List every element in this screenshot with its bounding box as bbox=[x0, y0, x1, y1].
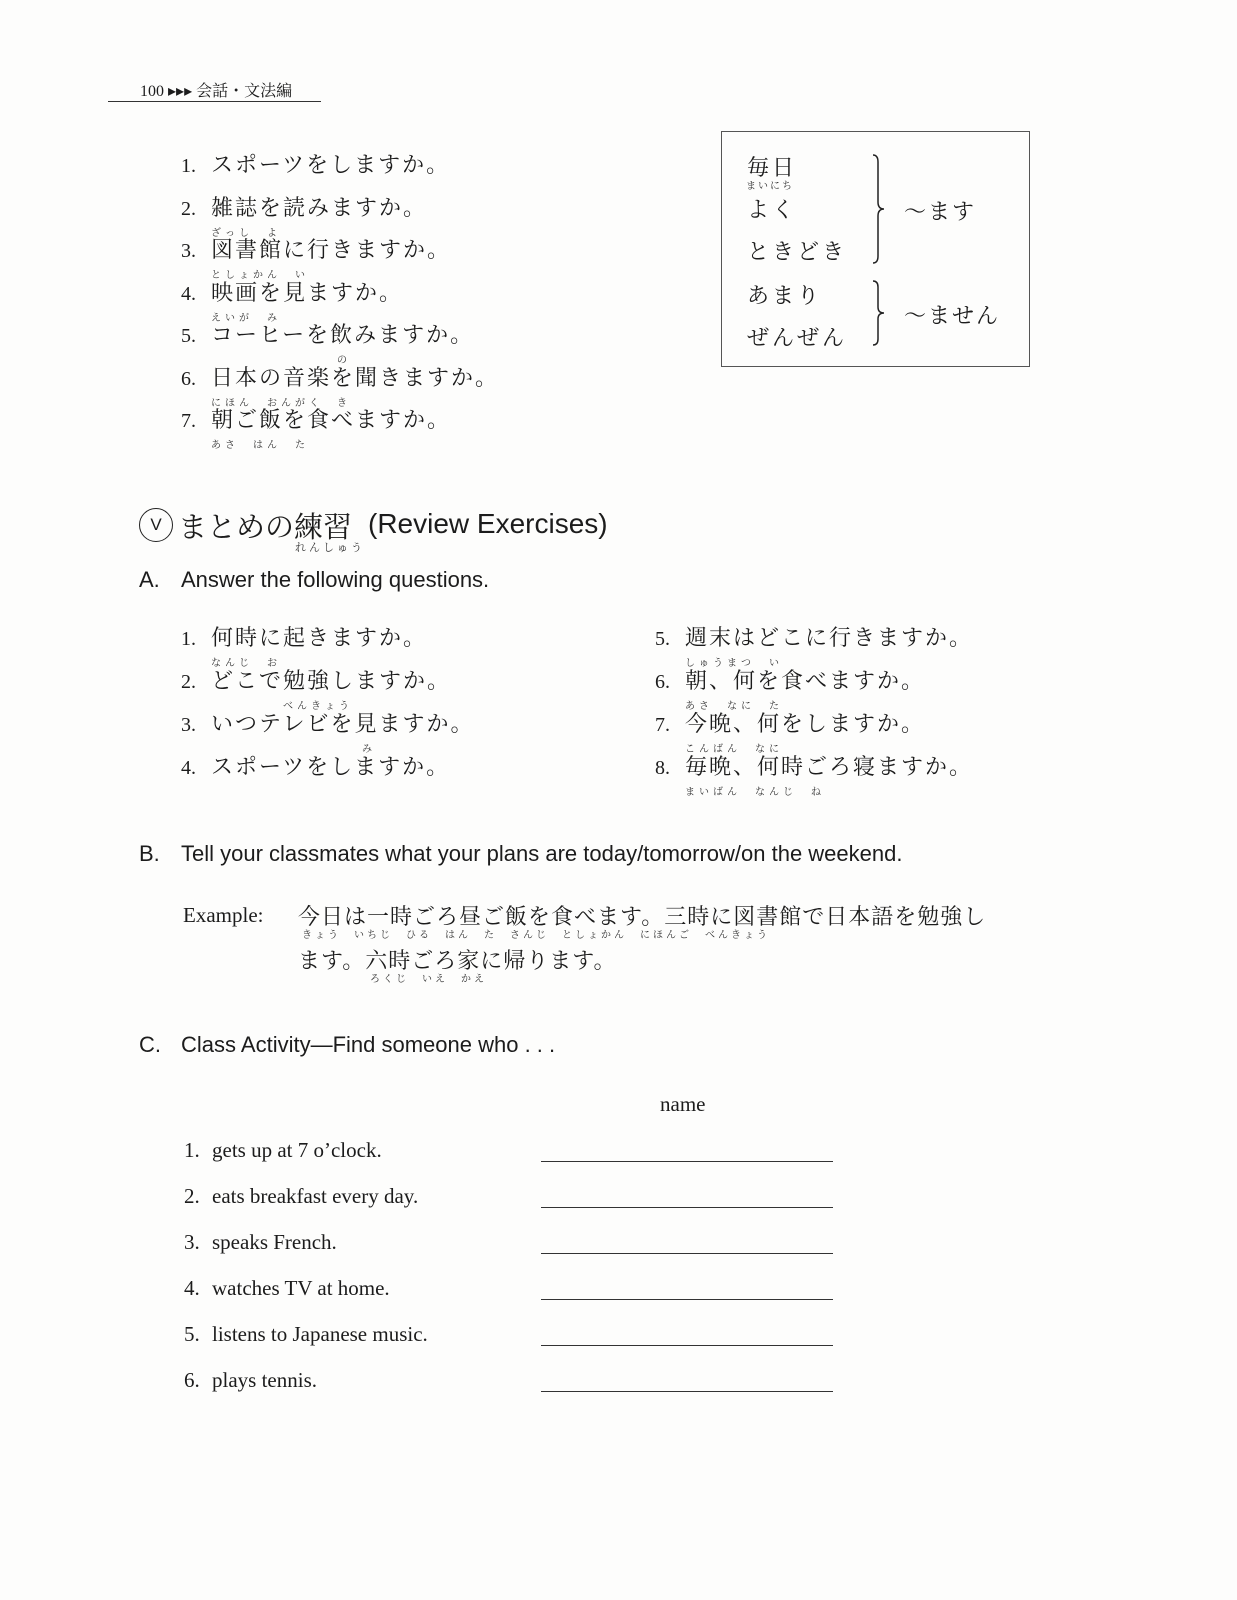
name-blank[interactable] bbox=[541, 1299, 833, 1300]
furigana: ろくじ いえ かえ bbox=[370, 974, 487, 985]
name-blank[interactable] bbox=[541, 1207, 833, 1208]
furigana: あさ はん た bbox=[211, 440, 309, 451]
furigana: きょう いちじ ひる はん た さんじ としょかん にほんご べんきょう bbox=[302, 930, 770, 941]
list-item: 6. 朝、何を食べますか。 あさ なに た bbox=[655, 669, 926, 712]
example-line-2: ます。六時ごろ家に帰ります。 bbox=[298, 949, 617, 974]
section-title-jp: まとめの練習 bbox=[178, 510, 353, 544]
furigana: こんばん なに bbox=[685, 744, 783, 755]
list-item: 4. スポーツをしますか。 bbox=[181, 755, 451, 780]
list-item: 1. スポーツをしますか。 bbox=[181, 153, 451, 178]
part-b-heading: B. Tell your classmates what your plans are today/tomorrow/on the weekend. bbox=[139, 841, 903, 866]
activity-item: 6. plays tennis. bbox=[184, 1368, 317, 1392]
list-item: 1. 何時に起きますか。 なんじ お bbox=[181, 626, 428, 669]
frequency-word: よく bbox=[747, 198, 798, 223]
name-blank[interactable] bbox=[541, 1161, 833, 1162]
list-item: 3. いつテレビを見ますか。 み bbox=[181, 712, 475, 755]
list-item: 3. 図書館に行きますか。 としょかん い bbox=[181, 238, 452, 281]
furigana: ざっし よ bbox=[211, 228, 281, 239]
part-a-heading: A. Answer the following questions. bbox=[139, 567, 490, 592]
frequency-word: ときどき bbox=[747, 240, 848, 265]
example-label: Example: bbox=[183, 903, 264, 927]
header-rule bbox=[108, 101, 321, 102]
name-column-header: name bbox=[660, 1092, 706, 1116]
part-c-heading: C. Class Activity—Find someone who . . . bbox=[139, 1032, 556, 1057]
page-header: 100 ▸▸▸ 会話・文法編 bbox=[140, 83, 293, 100]
list-item: 2. どこで勉強しますか。 べんきょう bbox=[181, 669, 452, 712]
activity-item: 2. eats breakfast every day. bbox=[184, 1184, 419, 1208]
furigana: み bbox=[362, 744, 376, 755]
furigana: れんしゅう bbox=[295, 541, 365, 554]
frequency-word: あまり bbox=[747, 284, 823, 309]
frequency-word: 毎日 bbox=[747, 156, 798, 181]
furigana: なんじ お bbox=[211, 658, 281, 669]
section-badge: V bbox=[139, 508, 173, 542]
name-blank[interactable] bbox=[541, 1345, 833, 1346]
brace-positive bbox=[870, 154, 886, 264]
furigana: べんきょう bbox=[283, 701, 353, 712]
activity-item: 5. listens to Japanese music. bbox=[184, 1322, 428, 1346]
list-item: 8. 毎晩、何時ごろ寝ますか。 まいばん なんじ ね bbox=[655, 755, 974, 798]
furigana: あさ なに た bbox=[685, 701, 783, 712]
list-item: 4. 映画を見ますか。 えいが み bbox=[181, 281, 404, 324]
activity-item: 3. speaks French. bbox=[184, 1230, 337, 1254]
furigana: にほん おんがく き bbox=[211, 398, 351, 409]
activity-item: 4. watches TV at home. bbox=[184, 1276, 390, 1300]
list-item: 5. コーヒーを飲みますか。 の bbox=[181, 323, 475, 366]
name-blank[interactable] bbox=[541, 1253, 833, 1254]
activity-item: 1. gets up at 7 o’clock. bbox=[184, 1138, 382, 1162]
list-item: 6. 日本の音楽を聞きますか。 にほん おんがく き bbox=[181, 366, 500, 409]
brace-negative bbox=[870, 280, 886, 346]
frequency-word: ぜんぜん bbox=[747, 326, 848, 351]
furigana: えいが み bbox=[211, 313, 281, 324]
furigana: としょかん い bbox=[211, 270, 309, 281]
example-line-1: 今日は一時ごろ昼ご飯を食べます。三時に図書館で日本語を勉強し bbox=[298, 905, 987, 930]
furigana: まいにち bbox=[746, 181, 794, 192]
section-title-en: (Review Exercises) bbox=[368, 508, 608, 539]
list-item: 7. 朝ご飯を食べますか。 あさ はん た bbox=[181, 408, 452, 451]
furigana: まいばん なんじ ね bbox=[685, 787, 825, 798]
ending-masen: ～ません bbox=[904, 304, 1001, 329]
name-blank[interactable] bbox=[541, 1391, 833, 1392]
furigana: しゅうまつ い bbox=[685, 658, 783, 669]
furigana: の bbox=[337, 355, 351, 366]
ending-masu: ～ます bbox=[904, 200, 977, 225]
list-item: 7. 今晩、何をしますか。 こんばん なに bbox=[655, 712, 926, 755]
frequency-box bbox=[721, 131, 1030, 367]
list-item: 5. 週末はどこに行きますか。 しゅうまつ い bbox=[655, 626, 974, 669]
list-item: 2. 雑誌を読みますか。 ざっし よ bbox=[181, 196, 428, 239]
